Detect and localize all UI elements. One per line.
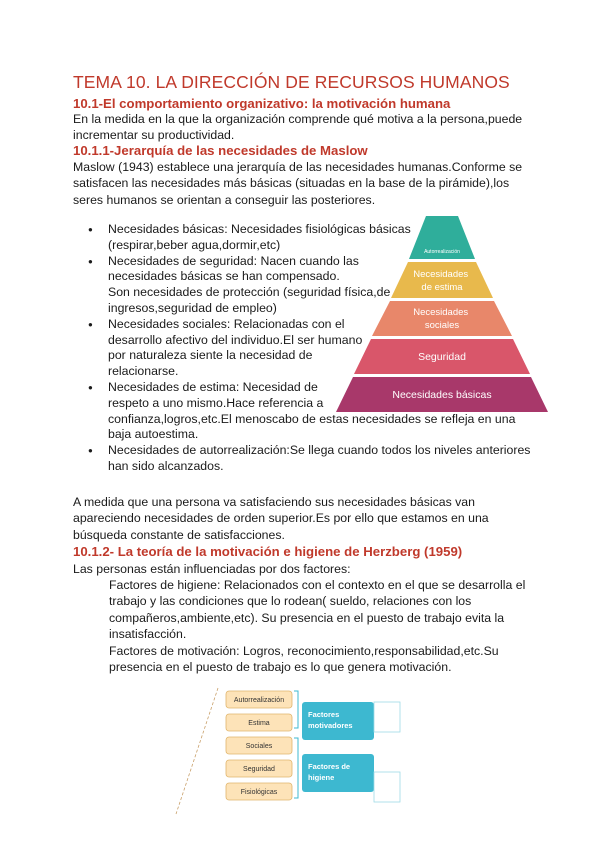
maslow-needs-list	[88, 222, 530, 475]
pyramid-label-sociales-line2: sociales	[424, 320, 460, 331]
herzberg-box-label: Autorrealización	[233, 697, 285, 704]
text-line: trabajo y las condiciones que lo rodean( sueldo, relaciones con los	[109, 594, 472, 609]
bracket-hygiene	[294, 738, 298, 798]
pyramid-label-seguridad: Seguridad	[418, 351, 466, 363]
text-line: satisfacen las necesidades más básicas (situadas en la base de la pirámide),los	[73, 176, 510, 191]
factor-label-hygiene-line1: Factores de	[308, 762, 351, 771]
herzberg-box-label: Fisiológicas	[240, 789, 278, 796]
herzberg-intro: Las personas están influenciadas por dos factores:	[73, 562, 351, 576]
text-line: En la medida en la que la organización comprende qué motiva a la persona,puede	[73, 112, 523, 126]
paragraph-comportamiento	[73, 111, 522, 144]
list-item: ● Necesidades de seguridad: Nacen cuando las necesidades básicas se han compensado. Son necesidades de protección (seguridad física,de ingresos,seguridad de empleo)	[88, 254, 530, 317]
factor-label-motivators-line2: motivadores	[308, 721, 353, 730]
bracket-motivators	[294, 691, 298, 728]
pyramid-label-basicas: Necesidades básicas	[392, 389, 492, 401]
section-heading-comportamiento: 10.1-El comportamiento organizativo: la motivación humana	[73, 96, 451, 111]
list-item: ● Necesidades de estima: Necesidad de respeto a uno mismo.Hace referencia a confianza,logros,etc.El menoscabo de estas necesidades se refleja en una baja autoestima.	[88, 380, 530, 443]
text-line: búsqueda constante de satisfacciones.	[73, 527, 285, 542]
text-line: apareciendo necesidades de orden superior.Es por ello que estamos en una	[73, 511, 489, 526]
herzberg-diagram	[170, 686, 410, 816]
pyramid-label-autorrealizacion: Autorrealización	[424, 249, 460, 255]
factor-label-motivators-line1: Factores	[308, 710, 340, 719]
paragraph-maslow-closing	[73, 494, 489, 543]
text-line: Maslow (1943) establece una jerarquía de las necesidades humanas.Conforme se	[73, 160, 523, 174]
herzberg-box-label: Estima	[248, 720, 270, 727]
herzberg-box-label: Seguridad	[243, 766, 275, 773]
text-line: compañeros,ambiente,etc). Su presencia en el puesto de trabajo evita la	[109, 610, 505, 625]
herzberg-box-label: Sociales	[245, 743, 273, 750]
list-item: ● Necesidades sociales: Relacionadas con el desarrollo afectivo del individuo.El ser humano por naturaleza siente la necesidad de relacionarse.	[88, 317, 530, 380]
text-line: incrementar su productividad.	[73, 128, 235, 143]
paragraph-herzberg-factors	[109, 577, 525, 675]
text-line: A medida que una persona va satisfaciendo sus necesidades básicas van	[73, 495, 475, 509]
text-line: insatisfacción.	[109, 627, 187, 642]
text-line: Factores de higiene: Relacionados con el contexto en el que se desarrolla el	[109, 578, 526, 592]
text-line: Factores de motivación: Logros, reconocimiento,responsabilidad,etc.Su	[109, 643, 499, 658]
section-heading-maslow: 10.1.1-Jerarquía de las necesidades de Maslow	[73, 143, 368, 158]
text-line: seres humanos se orientan a conseguir las posteriores.	[73, 192, 376, 207]
diagram-guide-line	[176, 688, 218, 814]
pyramid-label-estima-line1: Necesidades	[413, 269, 469, 280]
paragraph-maslow	[73, 159, 522, 208]
list-item: ● Necesidades de autorrealización:Se llega cuando todos los niveles anteriores han sido alcanzados.	[88, 443, 530, 475]
factor-box-hygiene-tail	[374, 772, 400, 802]
factor-box-motivators-tail	[374, 702, 400, 732]
pyramid-label-estima-line2: de estima	[421, 282, 463, 293]
page-title: TEMA 10. LA DIRECCIÓN DE RECURSOS HUMANOS	[73, 72, 510, 92]
text-line: presencia en el puesto de trabajo es lo que genera motivación.	[109, 660, 452, 675]
section-heading-herzberg: 10.1.2- La teoría de la motivación e higiene de Herzberg (1959)	[73, 544, 463, 559]
pyramid-label-sociales-line1: Necesidades	[413, 307, 469, 318]
list-item: ● Necesidades básicas: Necesidades fisiológicas básicas (respirar,beber agua,dormir,etc)	[88, 222, 530, 254]
factor-label-hygiene-line2: higiene	[308, 773, 335, 782]
